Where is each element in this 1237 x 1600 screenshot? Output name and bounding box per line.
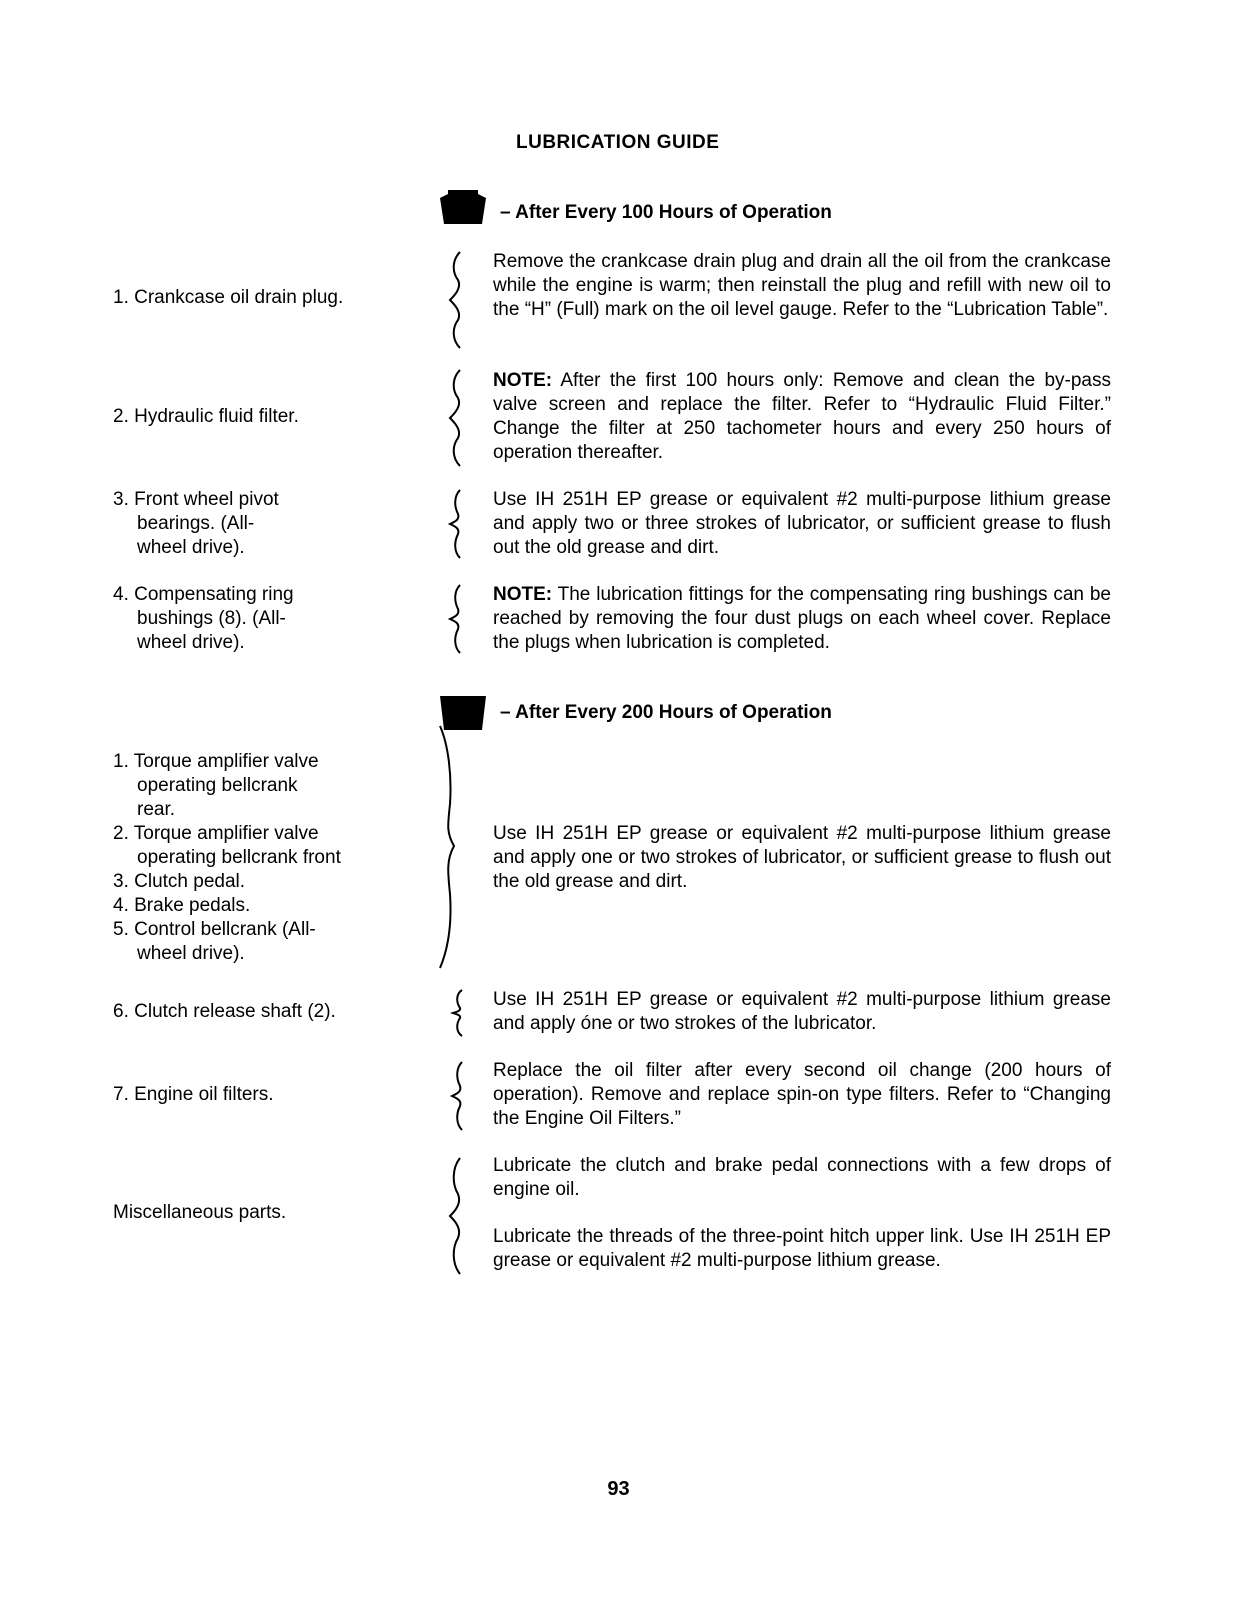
item-label: 2. Hydraulic fluid filter. — [113, 406, 299, 427]
item-label: bearings. (All- — [137, 513, 255, 534]
section-heading-100: – After Every 100 Hours of Operation — [500, 202, 832, 223]
instruction-text: Use IH 251H EP grease or equivalent #2 multi-purpose lithium grease and apply two or three strokes of lubricator, or sufficient grease to flush out the old grease and dirt. — [493, 489, 1111, 558]
instruction-text — [493, 583, 1111, 655]
item-label: rear. — [137, 799, 176, 820]
page-number: 93 — [607, 1478, 630, 1500]
list-item — [113, 286, 413, 310]
item-label: operating bellcrank front — [137, 847, 341, 868]
list-item — [113, 1083, 413, 1107]
instruction-text: Use IH 251H EP grease or equivalent #2 multi-purpose lithium grease and apply óne or two strokes of the lubricator. — [493, 989, 1111, 1034]
brace-icon — [446, 250, 466, 350]
note-text: After the first 100 hours only: Remove and clean the by-pass valve screen and replace the filter. Refer to “Hydraulic Fluid Filter.” Change the filter at 250 tachometer hours and every 250 hours of operation thereafter. — [493, 370, 1111, 463]
instruction-text: Lubricate the threads of the three-point hitch upper link. Use IH 251H EP grease or equivalent #2 multi-purpose lithium grease. — [493, 1226, 1111, 1271]
section-heading-200: – After Every 200 Hours of Operation — [500, 702, 832, 723]
item-label: 4. Brake pedals. — [113, 895, 251, 916]
instruction-text: Lubricate the clutch and brake pedal connections with a few drops of engine oil. — [493, 1155, 1111, 1200]
note-label: NOTE: — [493, 370, 553, 391]
item-label: 3. Front wheel pivot — [113, 489, 279, 510]
list-item — [113, 1201, 413, 1225]
brace-icon — [446, 488, 466, 560]
brace-icon — [448, 1060, 468, 1132]
item-label: wheel drive). — [137, 943, 245, 964]
page-title: LUBRICATION GUIDE — [516, 132, 720, 153]
item-label: 5. Control bellcrank (All- — [113, 919, 316, 940]
list-item — [113, 488, 413, 560]
note-label: NOTE: — [493, 584, 553, 605]
keystone-icon — [440, 190, 486, 224]
item-label: 1. Torque amplifier valve — [113, 751, 319, 772]
item-label: 4. Compensating ring — [113, 584, 294, 605]
brace-icon — [450, 988, 468, 1038]
instruction-text: Use IH 251H EP grease or equivalent #2 multi-purpose lithium grease and apply one or two strokes of lubricator, or sufficient grease to flush out the old grease and dirt. — [493, 823, 1111, 892]
note-text: The lubrication fittings for the compensating ring bushings can be reached by removing the four dust plugs on each wheel cover. Replace the plugs when lubrication is completed. — [493, 584, 1111, 653]
item-label: 2. Torque amplifier valve — [113, 823, 319, 844]
item-label: 6. Clutch release shaft (2). — [113, 1001, 336, 1022]
list-item — [113, 405, 413, 429]
list-item — [113, 1000, 413, 1024]
brace-icon — [446, 583, 466, 655]
list-item — [113, 750, 413, 966]
brace-icon — [436, 724, 460, 970]
brace-icon — [446, 1156, 466, 1276]
instruction-text — [493, 369, 1111, 465]
item-label: operating bellcrank — [137, 775, 298, 796]
instruction-text: Replace the oil filter after every second oil change (200 hours of operation). Remove and replace spin-on type filters. Refer to “Changing the Engine Oil Filters.” — [493, 1060, 1111, 1129]
item-label: bushings (8). (All- — [137, 608, 286, 629]
instruction-text: Remove the crankcase drain plug and drain all the oil from the crankcase while the engine is warm; then reinstall the plug and refill with new oil to the “H” (Full) mark on the oil level gauge. Refer to the “Lubrication Table”. — [493, 251, 1111, 320]
item-label: Miscellaneous parts. — [113, 1202, 287, 1223]
item-label: 1. Crankcase oil drain plug. — [113, 287, 344, 308]
brace-icon — [446, 368, 466, 468]
list-item — [113, 583, 413, 655]
item-label: 7. Engine oil filters. — [113, 1084, 274, 1105]
item-label: 3. Clutch pedal. — [113, 871, 246, 892]
item-label: wheel drive). — [137, 537, 245, 558]
item-label: wheel drive). — [137, 632, 245, 653]
